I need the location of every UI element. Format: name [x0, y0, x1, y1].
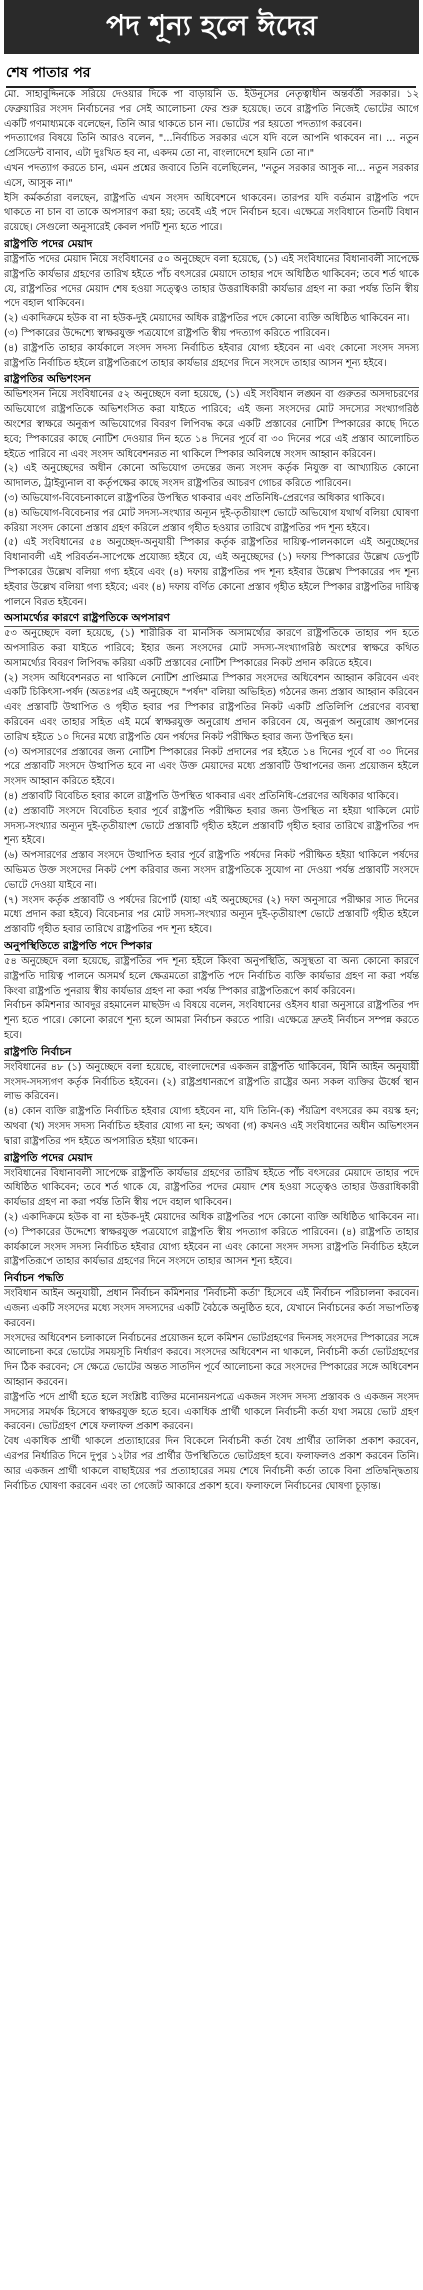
- subheading: অনুপস্থিতিতে রাষ্ট্রপতি পদে স্পিকার: [4, 939, 419, 955]
- subheading: রাষ্ট্রপতির অভিশংসন: [4, 372, 419, 388]
- subheading: অসামর্থ্যের কারণে রাষ্ট্রপতিকে অপসারণ: [4, 611, 419, 627]
- paragraph: (৭) সংসদ কর্তৃক প্রস্তাবটি ও পর্ষদের রিপোর্ট (যাহা এই অনুচ্ছেদের (২) দফা অনুসারে পরীক্ষার সাত দিনের মধ্যে প্রদান করা হইবে) বিবেচনার পর মোট সদস্য-সংখ্যার অন্যূন দুই-তৃতীয়াংশ ভোটে প্রস্তাবটি গৃহীত হইলে প্রস্তাবটি গৃহীত হবার তারিখে রাষ্ট্রপতির পদ শূন্য হইবে।: [4, 894, 419, 936]
- article-body: [4, 88, 419, 2288]
- subheading: নির্বাচন পদ্ধতি: [4, 1271, 419, 1287]
- paragraph: সংবিধানের ৪৮ (১) অনুচ্ছেদে বলা হয়েছে, বাংলাদেশের একজন রাষ্ট্রপতি থাকিবেন, যিনি আইন অনুযায়ী সংসদ-সদস্যগণ কর্তৃক নির্বাচিত হইবেন। (২) রাষ্ট্রপ্রধানরূপে রাষ্ট্রপতি রাষ্ট্রের অন্য সকল ব্যক্তির ঊর্ধ্বে স্থান লাভ করিবেন।: [4, 1061, 419, 1103]
- continued-from-label: শেষ পাতার পর: [6, 60, 416, 88]
- paragraph: রাষ্ট্রপতি পদের মেয়াদ নিয়ে সংবিধানের ৫০ অনুচ্ছেদে বলা হয়েছে, (১) এই সংবিধানের বিধানাবলী সাপেক্ষে রাষ্ট্রপতি কার্যভার গ্রহণের তারিখ হইতে পাঁচ বৎসরের মেয়াদে তাহার পদে অধিষ্ঠিত থাকিবেন; তবে শর্ত থাকে যে, রাষ্ট্রপতির পদের মেয়াদ শেষ হওয়া সত্ত্বেও তাহার উত্তরাধিকারী কার্যভার গ্রহণ না করা পর্যন্ত তিনি স্বীয় পদে বহাল থাকিবেন।: [4, 253, 419, 310]
- paragraph: (৩) অপসারণের প্রস্তাবের জন্য নোটিশ স্পিকারের নিকট প্রদানের পর হইতে ১৪ দিনের পূর্বে বা ৩০ দিনের পরে প্রস্তাবটি সংসদে উত্থাপিত হবে না এবং উক্ত মেয়াদের মধ্যে প্রস্তাবটি উত্থাপনের জন্য প্রয়োজন হইলে সংসদ আহ্বান করিতে হইবে।: [4, 746, 419, 788]
- paragraph: (৫) এই সংবিধানের ৫৪ অনুচ্ছেদ-অনুযায়ী স্পিকার কর্তৃক রাষ্ট্রপতির দায়িত্ব-পালনকালে এই অনুচ্ছেদের বিধানাবলী এই পরিবর্তন-সাপেক্ষে প্রযোজ্য হইবে যে, এই অনুচ্ছেদের (১) দফায় স্পিকারের উল্লেখ ডেপুটি স্পিকারের উল্লেখ বলিয়া গণ্য হইবে এবং (৪) দফায় রাষ্ট্রপতির পদ শূন্য হইবার উল্লেখ স্পিকারের পদ শূন্য হইবার উল্লেখ বলিয়া গণ্য হইবে; এবং (৪) দফায় বর্ণিত কোনো প্রস্তাব গৃহীত হইলে স্পিকার রাষ্ট্রপতির দায়িত্ব পালনে বিরত হইবেন।: [4, 537, 419, 608]
- paragraph: এখন পদত্যাগ করতে চান, এমন প্রশ্নের জবাবে তিনি বলেছিলেন, "নতুন সরকার আসুক না... নতুন সরকার এসে, আসুক না।": [4, 162, 419, 189]
- paragraph: (২) এই অনুচ্ছেদের অধীন কোনো অভিযোগ তদন্তের জন্য সংসদ কর্তৃক নিযুক্ত বা আখ্যায়িত কোনো আদালত, ট্রাইব্যুনাল বা কর্তৃপক্ষের কাছে সংসদ রাষ্ট্রপতির আচরণ গোচর করিতে পারিবেন।: [4, 463, 419, 490]
- paragraph: (৩) স্পিকারের উদ্দেশ্যে স্বাক্ষরযুক্ত পত্রযোগে রাষ্ট্রপতি স্বীয় পদত্যাগ করিতে পারিবেন।: [4, 327, 330, 339]
- paragraph: ৫৩ অনুচ্ছেদে বলা হয়েছে, (১) শারীরিক বা মানসিক অসামর্থ্যের কারণে রাষ্ট্রপতিকে তাহার পদ হতে অপসারিত করা যাইতে পারিবে; ইহার জন্য সংসদের মোট সদস্য-সংখ্যাগরিষ্ঠ অংশের স্বাক্ষরে কথিত অসামর্থ্যের বিবরণ লিপিবদ্ধ করিয়া একটি প্রস্তাবের নোটিশ স্পিকারের নিকট প্রদান করিতে হইবে।: [4, 628, 419, 669]
- paragraph: সংবিধান আইন অনুযায়ী, প্রধান নির্বাচন কমিশনার 'নির্বাচনী কর্তা' হিসেবে এই নির্বাচন পরিচালনা করবেন। এজন্য একটি সংসদের মধ্যে সংসদ সদস্যদের একটি বৈঠকে অনুষ্ঠিত হবে, যেখানে নির্বাচনের কর্তা সভাপতিত্ব করবেন।: [4, 1288, 419, 1329]
- headline: পদ শূন্য হলে ঈদের: [4, 0, 419, 54]
- paragraph: (৪) কোন ব্যক্তি রাষ্ট্রপতি নির্বাচিত হইবার যোগ্য হইবেন না, যদি তিনি-(ক) পঁয়ত্রিশ বৎসরের কম বয়স্ক হন; অথবা (খ) সংসদ সদস্য নির্বাচিত হইবার যোগ্য না হন; অথবা (গ) কখনও এই সংবিধানের অধীন অভিশংসন দ্বারা রাষ্ট্রপতির পদ হইতে অপসারিত হইয়া থাকেন।: [4, 1106, 419, 1147]
- paragraph: (৩) অভিযোগ-বিবেচনাকালে রাষ্ট্রপতির উপস্থিত থাকবার এবং প্রতিনিধি-প্রেরণের অধিকার থাকিবে।: [4, 492, 385, 504]
- paragraph: অভিশংসন নিয়ে সংবিধানের ৫২ অনুচ্ছেদে বলা হয়েছে, (১) এই সংবিধান লঙ্ঘন বা গুরুতর অসদাচরণের অভিযোগে রাষ্ট্রপতিকে অভিশংসিত করা যাইতে পারিবে; এই জন্য সংসদের মোট সদস্যের সংখ্যাগরিষ্ঠ অংশের স্বাক্ষরে অনুরূপ অভিযোগের বিবরণ লিপিবদ্ধ করে একটি প্রস্তাবের নোটিশ স্পিকারের কাছে দিতে হবে; স্পিকারের কাছে নোটিশ দেওয়ার দিন হতে ১৪ দিনের পূর্বে বা ৩০ দিনের পরে এই প্রস্তাব আলোচিত হইতে পারিবে না এবং সংসদ অধিবেশনরত না থাকিলে স্পিকার অবিলম্বে সংসদ আহ্বান করিবেন।: [4, 389, 419, 460]
- paragraph: (৪) প্রস্তাবটি বিবেচিত হবার কালে রাষ্ট্রপতি উপস্থিত থাকবার এবং প্রতিনিধি-প্রেরণের অধিকার থাকিবে।: [4, 791, 399, 803]
- paragraph: রাষ্ট্রপতি পদে প্রার্থী হতে হলে সংশ্লিষ্ট ব্যক্তির মনোনয়নপত্রে একজন সংসদ সদস্য প্রস্তাবক ও একজন সংসদ সদস্যের সমর্থক হিসেবে স্বাক্ষরযুক্ত হতে হবে। একাধিক প্রার্থী থাকলে নির্বাচনী কর্তা যথা সময়ে ভোট গ্রহণ করবেন। ভোটগ্রহণ শেষে ফলাফল প্রকাশ করবেন।: [4, 1391, 419, 1433]
- subheading: রাষ্ট্রপতি নির্বাচন: [4, 1045, 419, 1061]
- paragraph: পদত্যাগের বিষয়ে তিনি আরও বলেন, "...নির্বাচিত সরকার এসে যদি বলে আপনি থাকবেন না। ... নতুন প্রেসিডেন্ট বানাব, এটা দুঃখিত হব না, একদম তো না, বাংলাদেশে হয়নি তো না।": [4, 133, 419, 160]
- paragraph: সংবিধানের বিধানাবলী সাপেক্ষে রাষ্ট্রপতি কার্যভার গ্রহণের তারিখ হইতে পাঁচ বৎসরের মেয়াদে তাহার পদে অধিষ্ঠিত থাকিবেন; তবে শর্ত থাকে যে, রাষ্ট্রপতির পদের মেয়াদ শেষ হওয়া সত্ত্বেও তাহার উত্তরাধিকারী কার্যভার গ্রহণ না করা পর্যন্ত তিনি স্বীয় পদে বহাল থাকিবেন।: [4, 1167, 419, 1209]
- subheading: রাষ্ট্রপতি পদের মেয়াদ: [4, 1151, 419, 1167]
- paragraph: (২) একাদিক্রমে হউক বা না হউক-দুই মেয়াদের অধিক রাষ্ট্রপতির পদে কোনো ব্যক্তি অধিষ্ঠিত থাকিবেন না।: [4, 313, 410, 325]
- article: [4, 0, 419, 2290]
- paragraph: (৫) প্রস্তাবটি সংসদে বিবেচিত হবার পূর্বে রাষ্ট্রপতি পরীক্ষিত হবার জন্য উপস্থিত না হইয়া থাকিলে মোট সদস্য-সংখ্যার অন্যূন দুই-তৃতীয়াংশ ভোটে প্রস্তাবটি গৃহীত হইলে প্রস্তাবটি গৃহীত হবার তারিখে রাষ্ট্রপতির পদ শূন্য হইবে।: [4, 805, 419, 847]
- paragraph: (৪) অভিযোগ-বিবেচনার পর মোট সদস্য-সংখ্যার অন্যূন দুই-তৃতীয়াংশ ভোটে অভিযোগ যথার্থ বলিয়া ঘোষণা করিয়া সংসদ কোনো প্রস্তাব গ্রহণ করিলে প্রস্তাব গৃহীত হওয়ার তারিখে রাষ্ট্রপতির পদ শূন্য হইবে।: [4, 507, 419, 534]
- paragraph: (২) একাদিক্রমে হউক বা না হউক-দুই মেয়াদের অধিক রাষ্ট্রপতির পদে কোনো ব্যক্তি অধিষ্ঠিত থাকিবেন না। (৩) স্পিকারের উদ্দেশ্যে স্বাক্ষরযুক্ত পত্রযোগে রাষ্ট্রপতি স্বীয় পদত্যাগ করিতে পারিবেন। (৪) রাষ্ট্রপতি তাহার কার্যকালে সংসদ সদস্য নির্বাচিত হইবার যোগ্য হইবেন না এবং কোনো সংসদ সদস্য রাষ্ট্রপতি নির্বাচিত হইলে রাষ্ট্রপতিরূপে তাহার কার্যভার গ্রহণের দিনে সংসদে তাহার আসন শূন্য হইবে।: [4, 1211, 419, 1268]
- paragraph: নির্বাচন কমিশনার আবদুর রহমানেল মাছউদ এ বিষয়ে বলেন, সংবিধানের ওইসব ধারা অনুসারে রাষ্ট্রপতির পদ শূন্য হতে পারে। কোনো কারণে শূন্য হলে আমরা নির্বাচন করতে পারি। এক্ষেত্রে দ্রুতই নির্বাচন সম্পন্ন করতে হবে।: [4, 1000, 419, 1042]
- paragraph: সংসদের অধিবেশন চলাকালে নির্বাচনের প্রয়োজন হলে কমিশন ভোটগ্রহণের দিনসহ সংসদের স্পিকারের সঙ্গে আলোচনা করে ভোটের সময়সূচি নির্ধারণ করবে। সংসদের অধিবেশন না থাকলে, নির্বাচনী কর্তা ভোটগ্রহণের দিন ঠিক করবেন; সে ক্ষেত্রে ভোটের অন্তত সাতদিন পূর্বে আলোচনা করে সংসদের স্পিকারের সঙ্গে অধিবেশন আহ্বান করবেন।: [4, 1332, 419, 1388]
- paragraph: ইসি কর্মকর্তারা বলছেন, রাষ্ট্রপতি এখন সংসদ অধিবেশনে থাকবেন। তারপর যদি বর্তমান রাষ্ট্রপতি পদে থাকতে না চান বা তাকে অপসারণ করা হয়; তবেই এই পদে নির্বাচন হবে। এক্ষেত্রে সংবিধানে তিনটি বিধান রয়েছে। সেগুলো অনুসারেই কেবল পদটি শূন্য হতে পারে।: [4, 192, 419, 234]
- paragraph: (৪) রাষ্ট্রপতি তাহার কার্যকালে সংসদ সদস্য নির্বাচিত হইবার যোগ্য হইবেন না এবং কোনো সংসদ সদস্য রাষ্ট্রপতি নির্বাচিত হইলে রাষ্ট্রপতিরূপে তাহার কার্যভার গ্রহণের দিনে সংসদে তাহার আসন শূন্য হইবে।: [4, 342, 419, 369]
- paragraph: (২) সংসদ অধিবেশনরত না থাকিলে নোটিশ প্রাপ্তিমাত্র স্পিকার সংসদের অধিবেশন আহ্বান করিবেন এবং একটি চিকিৎসা-পর্ষদ (অতঃপর এই অনুচ্ছেদে "পর্ষদ" বলিয়া অভিহিত) গঠনের জন্য প্রস্তাব আহ্বান করিবেন এবং প্রস্তাবটি উত্থাপিত ও গৃহীত হবার পর স্পিকার রাষ্ট্রপতির নিকট একটি প্রতিলিপি প্রেরণের ব্যবস্থা করিবেন এবং তাহার সহিত এই মর্মে স্বাক্ষরযুক্ত অনুরোধ প্রদান করিবেন যে, অনুরূপ অনুরোধ জ্ঞাপনের তারিখ হইতে ১০ দিনের মধ্যে রাষ্ট্রপতি যেন পর্ষদের নিকট পরীক্ষিত হবার জন্য উপস্থিত হন।: [4, 672, 419, 743]
- subheading: রাষ্ট্রপতি পদের মেয়াদ: [4, 237, 419, 253]
- paragraph: (৬) অপসারণের প্রস্তাব সংসদে উত্থাপিত হবার পূর্বে রাষ্ট্রপতি পর্ষদের নিকট পরীক্ষিত হইয়া থাকিলে পর্ষদের অভিমত উক্ত সংসদের নিকট পেশ করিবার জন্য সংসদ রাষ্ট্রপতিকে সুযোগ না দেওয়া পর্যন্ত প্রস্তাবটি সংসদে ভোটে দেওয়া যাইবে না।: [4, 850, 419, 891]
- paragraph: ৫৪ অনুচ্ছেদে বলা হয়েছে, রাষ্ট্রপতির পদ শূন্য হইলে কিংবা অনুপস্থিতি, অসুস্থতা বা অন্য কোনো কারণে রাষ্ট্রপতি দায়িত্ব পালনে অসমর্থ হলে ক্ষেত্রমতো রাষ্ট্রপতি পদে নির্বাচিত ব্যক্তি কার্যভার গ্রহণ না করা পর্যন্ত কিংবা রাষ্ট্রপতি পুনরায় স্বীয় কার্যভার গ্রহণ না করা পর্যন্ত স্পিকার রাষ্ট্রপতিরূপে কার্য করিবেন।: [4, 956, 419, 997]
- paragraph: মো. সাহাবুদ্দিনকে সরিয়ে দেওয়ার দিকে পা বাড়ায়নি ড. ইউনূসের নেতৃত্বাধীন অন্তর্বর্তী সরকার। ১২ ফেব্রুয়ারির সংসদ নির্বাচনের পর সেই আলোচনা ফের শুরু হয়েছে। তবে রাষ্ট্রপতি নিজেই ভোটের আগে একটি গণমাধ্যমকে বলেছেন, তিনি আর থাকতে চান না। ভোটের পর হয়তো পদত্যাগ করবেন।: [4, 89, 419, 130]
- paragraph: বৈধ একাধিক প্রার্থী থাকলে প্রত্যাহারের দিন বিকেলে নির্বাচনী কর্তা বৈধ প্রার্থীর তালিকা প্রকাশ করবেন, এরপর নির্ধারিত দিনে দুপুর ১২টার পর প্রার্থীর উপস্থিতিতে ভোটগ্রহণ হবে। ফলাফলও প্রকাশ করবেন তিনি। আর একজন প্রার্থী থাকলে বাছাইয়ের পর প্রত্যাহারের সময় শেষে নির্বাচনী কর্তা তাকে বিনা প্রতিদ্বন্দ্বিতায় নির্বাচিত ঘোষণা করবেন এবং তা গেজেট আকারে প্রকাশ হবে। ফলাফলে নির্বাচনের ঘোষণা চূড়ান্ত।: [4, 1436, 419, 1492]
